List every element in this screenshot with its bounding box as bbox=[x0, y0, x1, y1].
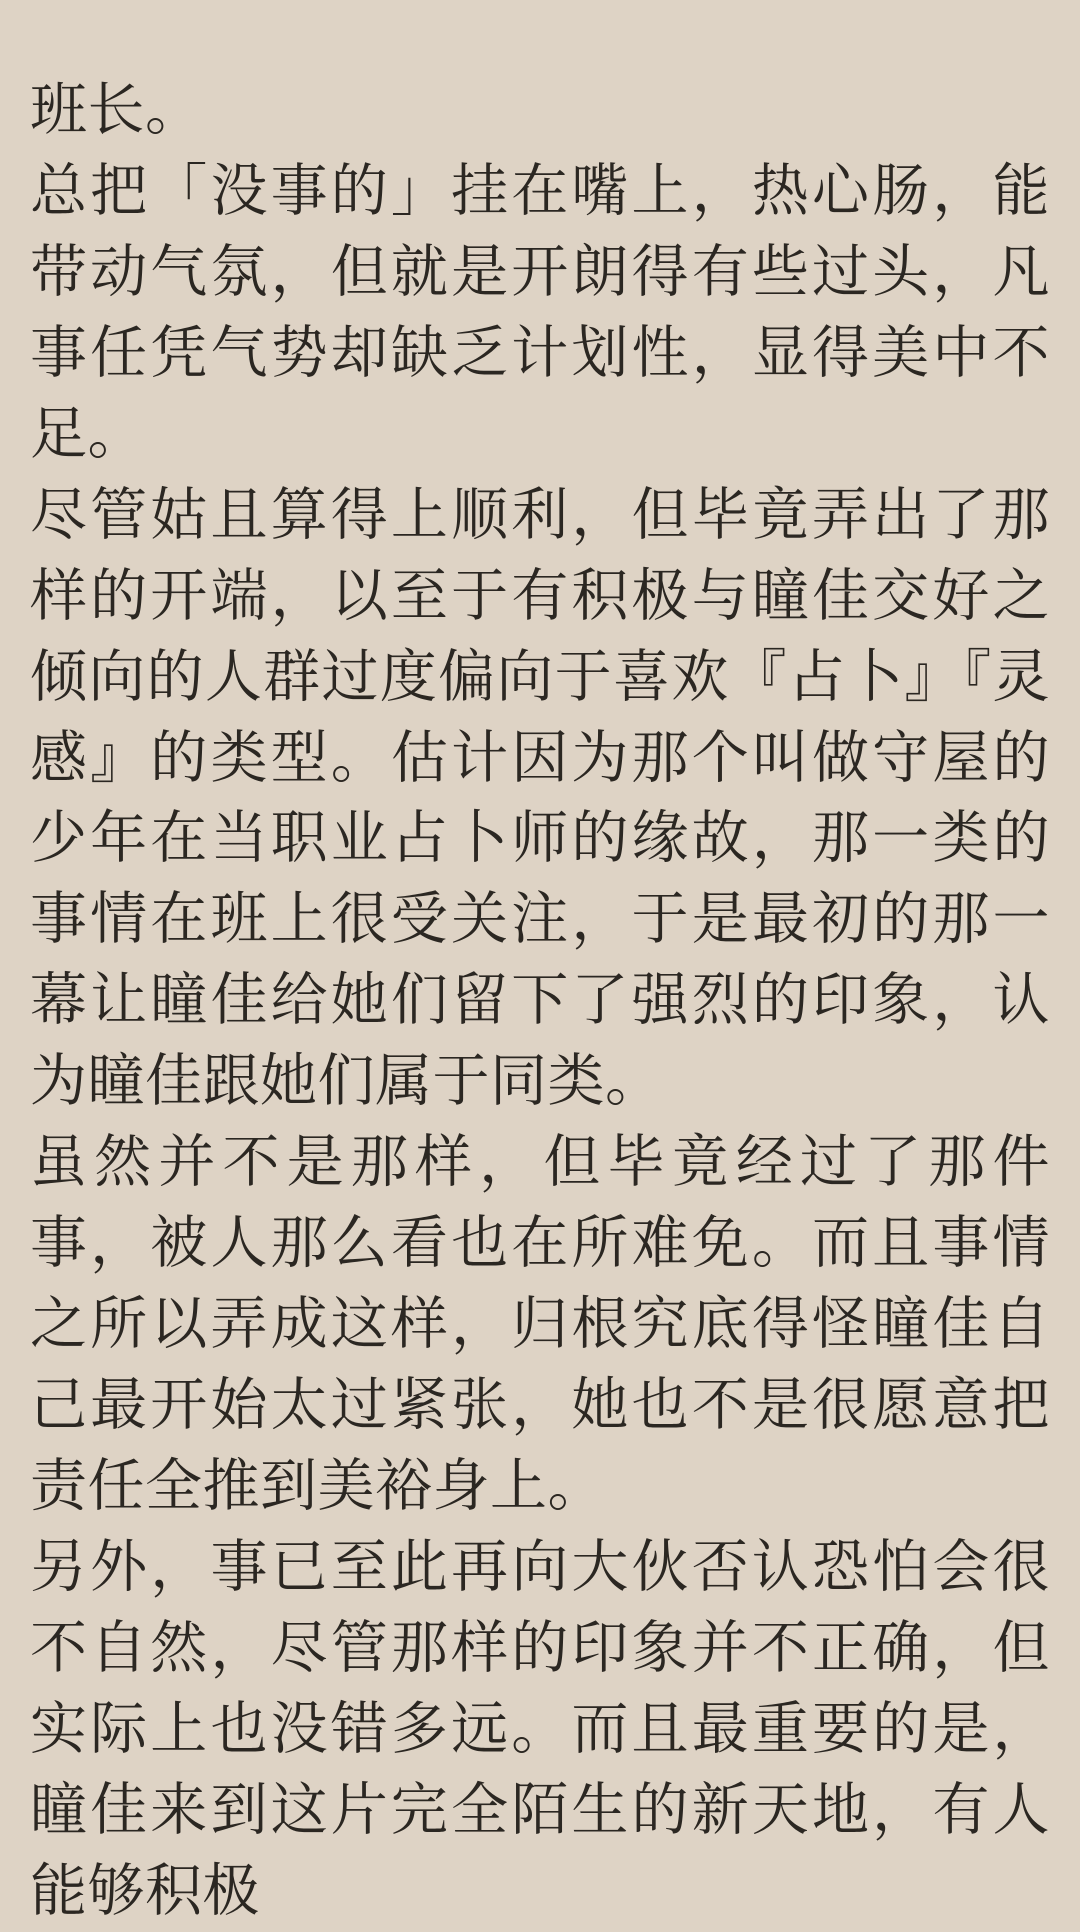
paragraph: 班长。 bbox=[30, 78, 203, 142]
paragraph: 尽管姑且算得上顺利，但毕竟弄出了那样的开端，以至于有积极与瞳佳交好之倾向的人群过度偏向于喜欢『占卜』『灵感』的类型。估计因为那个叫做守屋的少年在当职业占卜师的缘故，那一类的事情在班上很受关注，于是最初的那一幕让瞳佳给她们留下了强烈的印象，认为瞳佳跟她们属于同类。 bbox=[30, 482, 1050, 1114]
novel-text-body bbox=[30, 70, 1050, 1932]
paragraph: 虽然并不是那样，但毕竟经过了那件事，被人那么看也在所难免。而且事情之所以弄成这样，归根究底得怪瞳佳自己最开始太过紧张，她也不是很愿意把责任全推到美裕身上。 bbox=[30, 1130, 1050, 1518]
paragraph: 另外，事已至此再向大伙否认恐怕会很不自然，尽管那样的印象并不正确，但实际上也没错多远。而且最重要的是，瞳佳来到这片完全陌生的新天地，有人能够积极 bbox=[30, 1534, 1050, 1923]
paragraph: 总把「没事的」挂在嘴上，热心肠，能带动气氛，但就是开朗得有些过头，凡事任凭气势却缺乏计划性，显得美中不足。 bbox=[30, 158, 1050, 466]
